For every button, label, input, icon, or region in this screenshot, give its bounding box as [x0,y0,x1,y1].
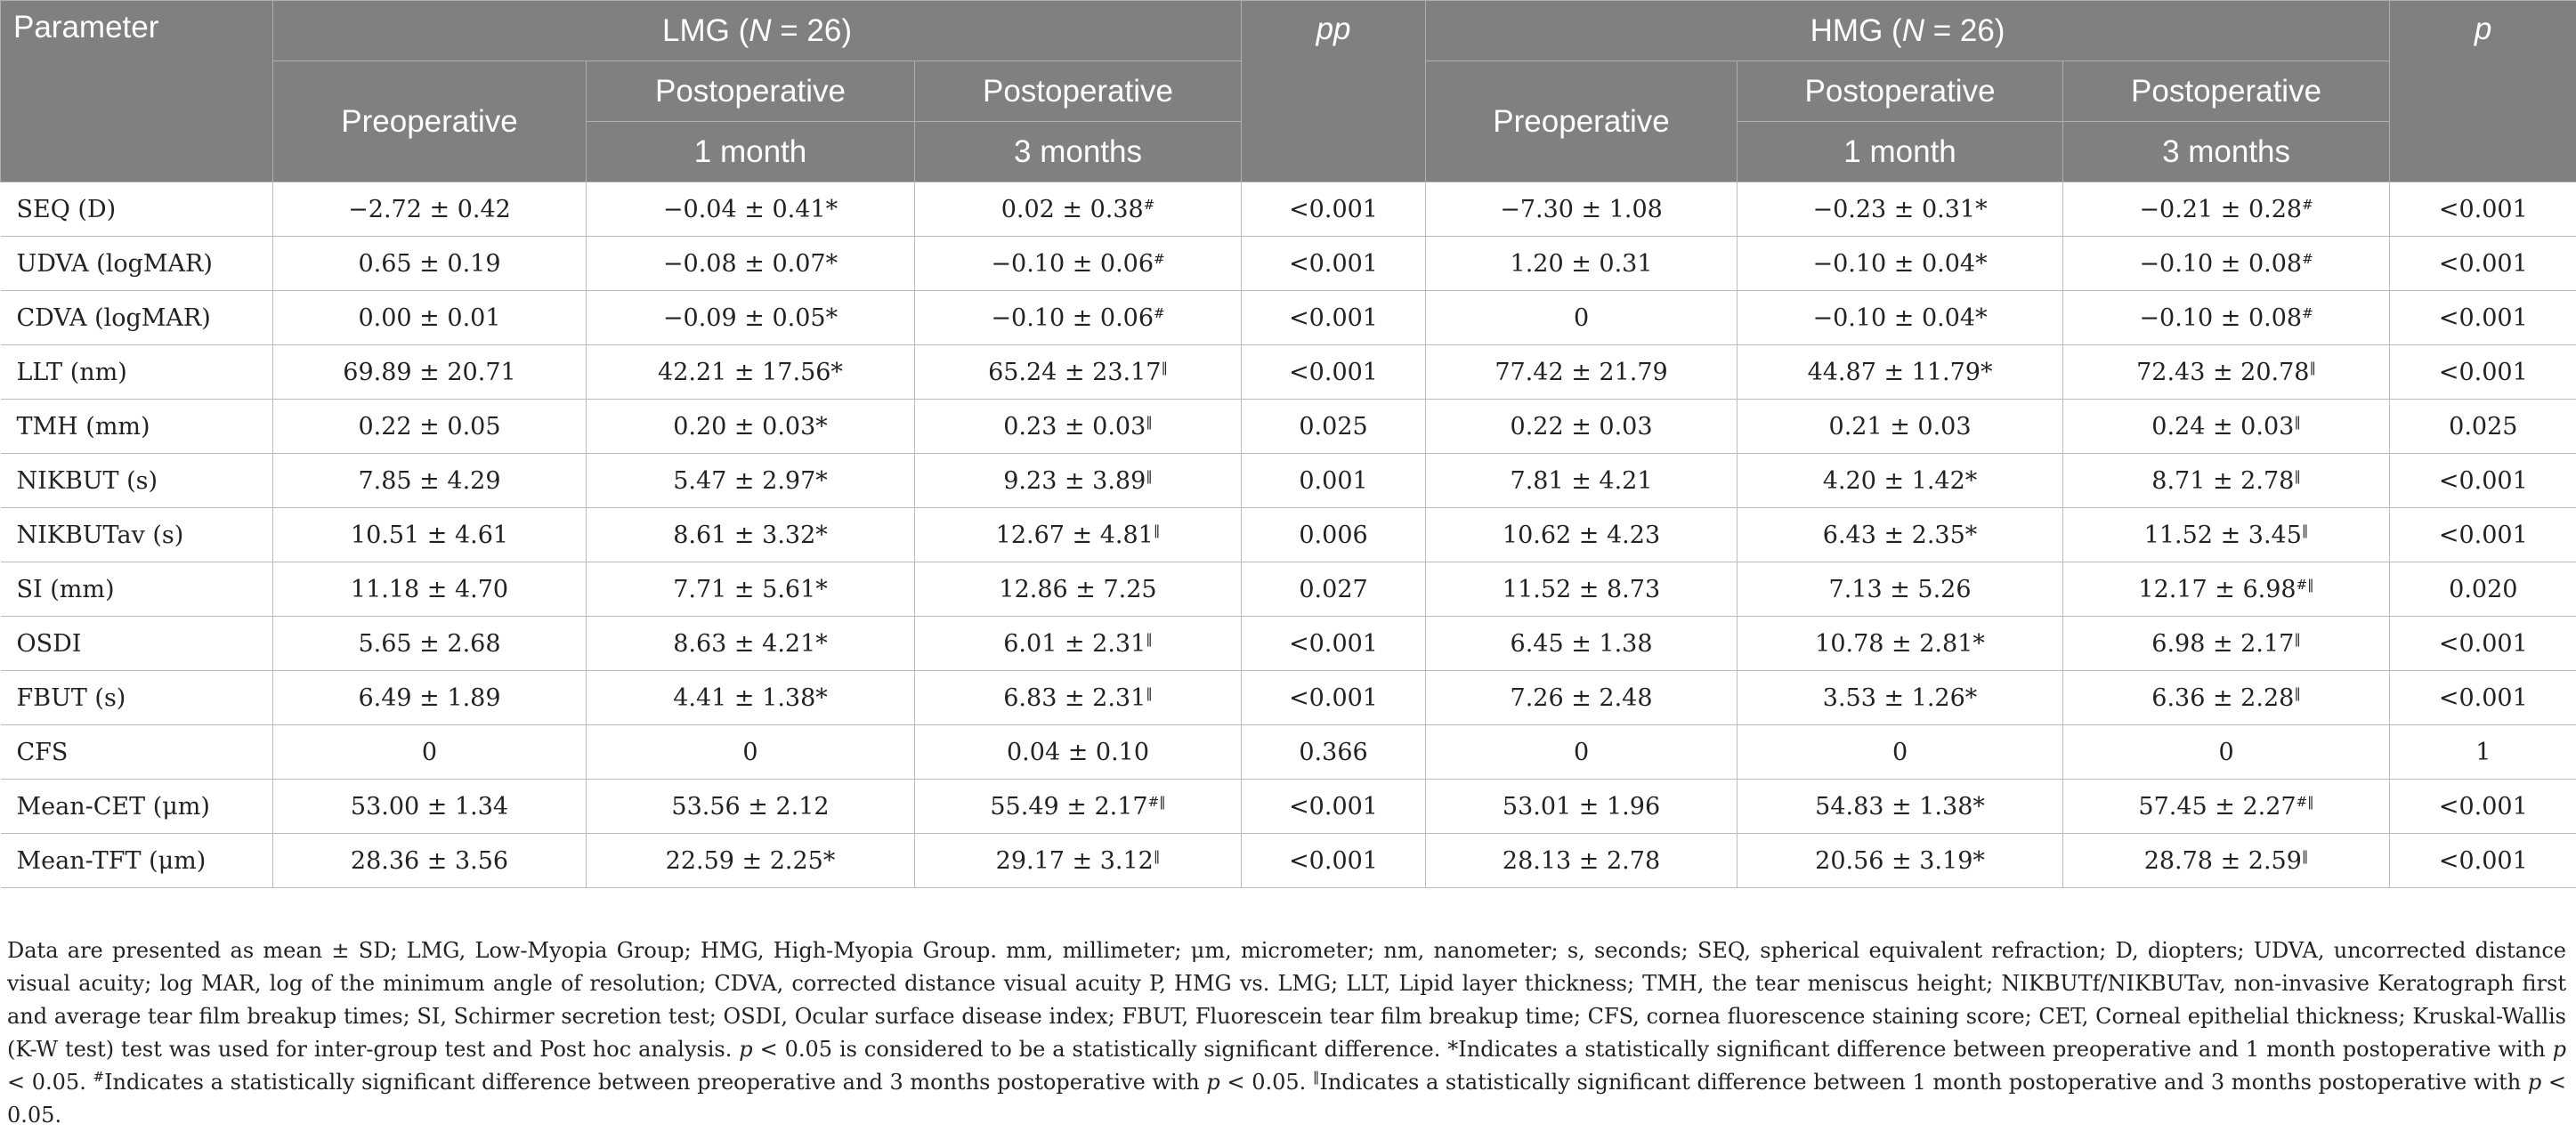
lmg-postoperative-3m-header: Postoperative [915,61,1242,122]
parameter-cell: UDVA (logMAR) [1,237,273,291]
lmg-p-value-cell: <0.001 [1242,617,1426,671]
lmg-1-month-cell: 0 [587,725,915,780]
parameter-cell: CDVA (logMAR) [1,291,273,345]
table-row [1,400,2576,454]
hmg-preoperative-header: Preoperative [1426,61,1738,182]
lmg-1-month-cell: 8.63 ± 4.21* [587,617,915,671]
table-row [1,291,2576,345]
hmg-p-value-cell: <0.001 [2390,617,2576,671]
hmg-1-month-cell: 54.83 ± 1.38* [1738,780,2063,834]
table-header [1,1,2576,182]
table-row [1,237,2576,291]
parameter-cell: CFS [1,725,273,780]
lmg-preoperative-cell: 10.51 ± 4.61 [273,508,587,562]
table-row [1,345,2576,400]
lmg-3-months-cell: −0.10 ± 0.06# [915,237,1242,291]
hmg-1-month-cell: 44.87 ± 11.79* [1738,345,2063,400]
lmg-p-value-cell: 0.001 [1242,454,1426,508]
table-row [1,562,2576,617]
lmg-header: LMG (N = 26) [273,1,1242,61]
significance-mark: ‖ [2302,522,2309,538]
hmg-3-months-cell: −0.10 ± 0.08# [2063,237,2390,291]
lmg-1-month-cell: 8.61 ± 3.32* [587,508,915,562]
significance-mark: ‖ [1161,360,1168,376]
lmg-p-value-cell: <0.001 [1242,237,1426,291]
header-row-1 [1,1,2576,61]
table-footnote: Data are presented as mean ± SD; LMG, Low-Myopia Group; HMG, High-Myopia Group. mm, millimeter; μm, micrometer; nm, nanometer; s, seconds; SEQ, spherical equivalent refraction; D, diopters; UDVA, uncorrected distance visual acuity; log MAR, log of the minimum angle of resolution; CDVA, corrected distance visual acuity P, HMG vs. LMG; LLT, Lipid layer thickness; TMH, the tear meniscus height; NIKBUTf/NIKBUTav, non-invasive Keratograph first and average tear film breakup times; SI, Schirmer secretion test; OSDI, Ocular surface disease index; FBUT, Fluorescein tear film breakup time; CFS, cornea fluorescence staining score; CET, Corneal epithelial thickness; Kruskal-Wallis (K-W test) test was used for inter-group test and Post hoc analysis. p < 0.05 is considered to be a statistically significant difference. *Indicates a statistically significant difference between preoperative and 1 month postoperative with p < 0.05. #Indicates a statistically significant difference between preoperative and 3 months postoperative with p < 0.05. ‖Indicates a statistically significant difference between 1 month postoperative and 3 months postoperative with p < 0.05. [7,934,2566,1132]
hmg-preoperative-cell: 77.42 ± 21.79 [1426,345,1738,400]
significance-mark: ‖ [2294,631,2301,647]
hmg-p-value-cell: 0.020 [2390,562,2576,617]
lmg-preoperative-header: Preoperative [273,61,587,182]
parameter-cell: SI (mm) [1,562,273,617]
hmg-p-value-cell: 0.025 [2390,400,2576,454]
hmg-preoperative-cell: 28.13 ± 2.78 [1426,834,1738,888]
lmg-1-month-cell: 7.71 ± 5.61* [587,562,915,617]
hmg-preoperative-cell: 7.81 ± 4.21 [1426,454,1738,508]
lmg-preoperative-cell: 0 [273,725,587,780]
lmg-p-value-cell: <0.001 [1242,291,1426,345]
lmg-p-value-cell: <0.001 [1242,780,1426,834]
lmg-3-months-header: 3 months [915,122,1242,182]
lmg-3-months-cell: 0.02 ± 0.38# [915,182,1242,237]
hmg-3-months-cell: 11.52 ± 3.45‖ [2063,508,2390,562]
lmg-3-months-cell: 0.04 ± 0.10 [915,725,1242,780]
hmg-header: HMG (N = 26) [1426,1,2390,61]
hmg-preoperative-cell: −7.30 ± 1.08 [1426,182,1738,237]
hmg-3-months-cell: 12.17 ± 6.98#‖ [2063,562,2390,617]
hmg-3-months-cell: 0 [2063,725,2390,780]
lmg-preoperative-cell: 11.18 ± 4.70 [273,562,587,617]
lmg-3-months-cell: 55.49 ± 2.17#‖ [915,780,1242,834]
parameter-cell: SEQ (D) [1,182,273,237]
hmg-1-month-cell: 7.13 ± 5.26 [1738,562,2063,617]
hmg-1-month-cell: 10.78 ± 2.81* [1738,617,2063,671]
hmg-p-value-cell: <0.001 [2390,291,2576,345]
hmg-preoperative-cell: 7.26 ± 2.48 [1426,671,1738,725]
significance-mark: # [1154,251,1165,267]
significance-mark: ‖ [2302,848,2309,864]
lmg-3-months-cell: 12.86 ± 7.25 [915,562,1242,617]
hmg-3-months-cell: 6.36 ± 2.28‖ [2063,671,2390,725]
hmg-preoperative-cell: 0.22 ± 0.03 [1426,400,1738,454]
hmg-p-value-cell: <0.001 [2390,834,2576,888]
significance-mark: ‖ [1154,522,1161,538]
lmg-3-months-cell: 6.01 ± 2.31‖ [915,617,1242,671]
table-row [1,834,2576,888]
lmg-1-month-cell: −0.04 ± 0.41* [587,182,915,237]
hmg-1-month-cell: 0 [1738,725,2063,780]
lmg-3-months-cell: 0.23 ± 0.03‖ [915,400,1242,454]
table-row [1,454,2576,508]
lmg-3-months-cell: 65.24 ± 23.17‖ [915,345,1242,400]
significance-mark: #‖ [2297,577,2314,593]
significance-mark: ‖ [1146,468,1153,484]
parameter-cell: Mean-TFT (μm) [1,834,273,888]
lmg-1-month-cell: 4.41 ± 1.38* [587,671,915,725]
significance-mark: # [1144,197,1155,213]
lmg-preoperative-cell: 7.85 ± 4.29 [273,454,587,508]
hmg-preoperative-cell: 1.20 ± 0.31 [1426,237,1738,291]
lmg-3-months-cell: 29.17 ± 3.12‖ [915,834,1242,888]
table-row [1,182,2576,237]
hmg-1-month-cell: −0.10 ± 0.04* [1738,237,2063,291]
lmg-preoperative-cell: 0.22 ± 0.05 [273,400,587,454]
significance-mark: # [2302,305,2313,321]
hmg-p-value-cell: <0.001 [2390,454,2576,508]
hmg-1-month-cell: 6.43 ± 2.35* [1738,508,2063,562]
lmg-1-month-cell: 5.47 ± 2.97* [587,454,915,508]
hmg-3-months-cell: 8.71 ± 2.78‖ [2063,454,2390,508]
hmg-p-value-cell: <0.001 [2390,508,2576,562]
lmg-preoperative-cell: 53.00 ± 1.34 [273,780,587,834]
lmg-p-value-cell: <0.001 [1242,834,1426,888]
hmg-1-month-cell: −0.10 ± 0.04* [1738,291,2063,345]
hmg-preoperative-cell: 0 [1426,725,1738,780]
hmg-p-value-cell: <0.001 [2390,671,2576,725]
hmg-1-month-cell: 20.56 ± 3.19* [1738,834,2063,888]
lmg-preoperative-cell: 6.49 ± 1.89 [273,671,587,725]
table-row [1,508,2576,562]
lmg-preoperative-cell: 69.89 ± 20.71 [273,345,587,400]
lmg-p-value-cell: 0.025 [1242,400,1426,454]
hmg-p-value-cell: <0.001 [2390,780,2576,834]
lmg-p-value-cell: 0.366 [1242,725,1426,780]
hmg-3-months-cell: −0.21 ± 0.28# [2063,182,2390,237]
p-value-header-hmg: p [2390,1,2576,182]
lmg-preoperative-cell: −2.72 ± 0.42 [273,182,587,237]
lmg-p-value-cell: <0.001 [1242,182,1426,237]
significance-mark: # [2302,251,2313,267]
lmg-preoperative-cell: 28.36 ± 3.56 [273,834,587,888]
parameter-cell: Mean-CET (μm) [1,780,273,834]
hmg-1-month-cell: 4.20 ± 1.42* [1738,454,2063,508]
significance-mark: ‖ [1154,848,1161,864]
lmg-3-months-cell: 6.83 ± 2.31‖ [915,671,1242,725]
table-row [1,671,2576,725]
parameter-cell: NIKBUT (s) [1,454,273,508]
parameter-cell: TMH (mm) [1,400,273,454]
lmg-3-months-cell: −0.10 ± 0.06# [915,291,1242,345]
table-row [1,780,2576,834]
significance-mark: ‖ [2294,685,2301,701]
table-row [1,617,2576,671]
lmg-3-months-cell: 9.23 ± 3.89‖ [915,454,1242,508]
parameter-cell: OSDI [1,617,273,671]
hmg-p-value-cell: <0.001 [2390,237,2576,291]
parameter-cell: LLT (nm) [1,345,273,400]
significance-mark: # [2302,197,2313,213]
significance-mark: # [1154,305,1165,321]
significance-mark: ‖ [1146,414,1153,430]
lmg-1-month-cell: 42.21 ± 17.56* [587,345,915,400]
hmg-p-value-cell: <0.001 [2390,182,2576,237]
parameter-cell: NIKBUTav (s) [1,508,273,562]
hmg-postoperative-1m-header: Postoperative [1738,61,2063,122]
hmg-preoperative-cell: 53.01 ± 1.96 [1426,780,1738,834]
parameter-cell: FBUT (s) [1,671,273,725]
significance-mark: #‖ [2297,794,2314,810]
p-value-header-lmg: pp [1242,1,1426,182]
hmg-3-months-cell: 57.45 ± 2.27#‖ [2063,780,2390,834]
lmg-preoperative-cell: 0.65 ± 0.19 [273,237,587,291]
significance-mark: ‖ [2309,360,2316,376]
lmg-p-value-cell: 0.006 [1242,508,1426,562]
lmg-preoperative-cell: 5.65 ± 2.68 [273,617,587,671]
significance-mark: ‖ [1146,685,1153,701]
parameter-header: Parameter [1,1,273,182]
lmg-1-month-cell: −0.09 ± 0.05* [587,291,915,345]
hmg-1-month-cell: 0.21 ± 0.03 [1738,400,2063,454]
lmg-1-month-cell: 0.20 ± 0.03* [587,400,915,454]
hmg-p-value-cell: 1 [2390,725,2576,780]
significance-mark: ‖ [2294,468,2301,484]
lmg-1-month-header: 1 month [587,122,915,182]
hmg-1-month-header: 1 month [1738,122,2063,182]
significance-mark: ‖ [1146,631,1153,647]
hmg-3-months-cell: −0.10 ± 0.08# [2063,291,2390,345]
lmg-p-value-cell: <0.001 [1242,671,1426,725]
lmg-1-month-cell: 53.56 ± 2.12 [587,780,915,834]
table-row [1,725,2576,780]
significance-mark: ‖ [2294,414,2301,430]
hmg-3-months-cell: 72.43 ± 20.78‖ [2063,345,2390,400]
hmg-preoperative-cell: 0 [1426,291,1738,345]
lmg-postoperative-1m-header: Postoperative [587,61,915,122]
hmg-3-months-cell: 0.24 ± 0.03‖ [2063,400,2390,454]
lmg-p-value-cell: 0.027 [1242,562,1426,617]
hmg-1-month-cell: 3.53 ± 1.26* [1738,671,2063,725]
hmg-1-month-cell: −0.23 ± 0.31* [1738,182,2063,237]
hmg-p-value-cell: <0.001 [2390,345,2576,400]
lmg-3-months-cell: 12.67 ± 4.81‖ [915,508,1242,562]
significance-mark: #‖ [1148,794,1166,810]
hmg-preoperative-cell: 10.62 ± 4.23 [1426,508,1738,562]
hmg-preoperative-cell: 11.52 ± 8.73 [1426,562,1738,617]
hmg-preoperative-cell: 6.45 ± 1.38 [1426,617,1738,671]
hmg-3-months-cell: 6.98 ± 2.17‖ [2063,617,2390,671]
lmg-preoperative-cell: 0.00 ± 0.01 [273,291,587,345]
lmg-p-value-cell: <0.001 [1242,345,1426,400]
lmg-1-month-cell: 22.59 ± 2.25* [587,834,915,888]
hmg-postoperative-3m-header: Postoperative [2063,61,2390,122]
hmg-3-months-header: 3 months [2063,122,2390,182]
hmg-3-months-cell: 28.78 ± 2.59‖ [2063,834,2390,888]
table-body [1,182,2576,888]
lmg-1-month-cell: −0.08 ± 0.07* [587,237,915,291]
